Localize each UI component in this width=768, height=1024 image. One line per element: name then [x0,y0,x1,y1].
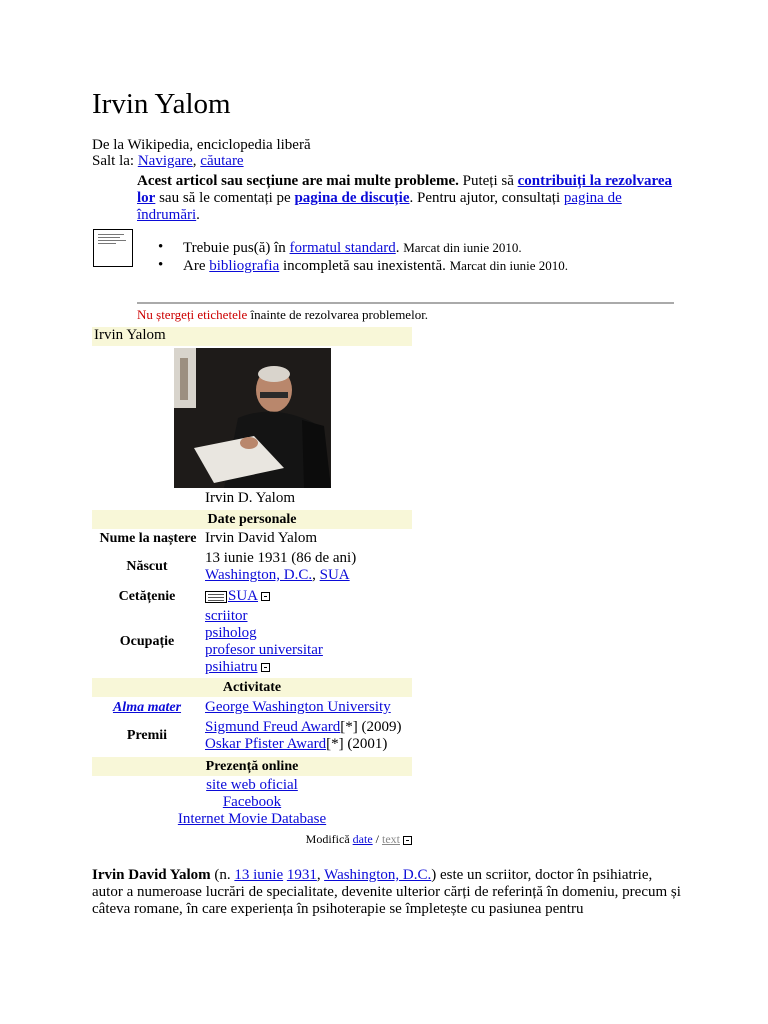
notice-text-2: sau să le comentați pe [155,190,295,206]
birth-date-link[interactable]: 13 iunie [234,867,284,883]
occupation-row [92,608,412,678]
occupation-link[interactable]: scriitor [205,608,248,624]
wikidata-edit-icon[interactable] [261,592,270,601]
awards-row: Premii Sigmund Freud Award[*] (2009) Oskar Pfister Award[*] (2001) [92,719,412,755]
edit-text-link[interactable]: text [382,832,400,846]
occupation-link[interactable]: profesor universitar [205,642,323,658]
bibliography-link[interactable]: bibliografia [209,258,280,274]
keep-tags-red: Nu ștergeți etichetele [137,307,248,322]
edit-prefix: Modifică [305,832,353,846]
wikidata-edit-icon[interactable] [261,663,270,672]
article-intro-paragraph: Irvin David Yalom (n. 13 iunie 1931, Washington, D.C.) este un scriitor, doctor în psihiatrie, autor a numeroase lucrări de specialitate, devenite ulterior cărți de referință în domeniu, precum și câteva romane, în care experiența în psihoterapie se împletește cu pasiunea pentru [92,867,681,917]
issue-item: • Are bibliografia incompletă sau inexistentă. Marcat din iunie 2010. [158,257,568,275]
born-country-link[interactable]: SUA [319,567,350,583]
born-place-link[interactable]: Washington, D.C. [205,567,313,583]
jump-navigation-link[interactable]: Navigare [137,153,193,169]
subject-name: Irvin David Yalom [92,867,211,883]
imdb-link[interactable]: Internet Movie Database [177,811,327,827]
section-activity: Activitate [92,678,412,697]
alma-mater-row [92,699,412,717]
alma-mater-label-link[interactable]: Alma mater [112,700,182,715]
infobox-title: Irvin Yalom [92,327,412,346]
born-row [92,550,412,586]
birth-name-row [92,530,412,548]
born-place: Washington, D.C., SUA [205,567,350,583]
notice-divider [137,302,674,304]
page-subtitle: De la Wikipedia, enciclopedia liberă [92,137,311,153]
standard-format-link[interactable]: formatul standard [289,240,396,256]
award-link[interactable]: Sigmund Freud Award [205,719,341,735]
notice-text-1: Puteți să [458,173,518,189]
birth-place-link[interactable]: Washington, D.C. [324,867,432,883]
occupation-link[interactable]: psihiatru [205,659,258,675]
born-date: 13 iunie 1931 (86 de ani) [205,550,357,566]
jump-search-link[interactable]: căutare [200,153,244,169]
official-site-link[interactable]: site web oficial [206,777,298,793]
birth-name-value: Irvin David Yalom [205,530,318,546]
contribute-link[interactable]: contribuiți la rezolvarea lor [137,173,673,206]
page-title: Irvin Yalom [92,88,231,120]
issues-list [158,239,568,275]
issue-item: • Trebuie pus(ă) în formatul standard. Marcat din iunie 2010. [158,239,568,257]
issue-date: Marcat din iunie 2010. [403,240,522,255]
issues-notice [137,173,677,224]
infobox-edit-line: Modifică date / text [92,832,412,847]
awards-label: Premii [126,728,168,743]
photo-caption: Irvin D. Yalom [205,490,296,506]
portrait-photo [174,348,331,488]
edit-icon[interactable] [403,836,412,845]
birth-name-label: Nume la naștere [99,531,197,546]
citizenship-link[interactable]: SUA [228,588,259,604]
citizenship-row [92,588,412,606]
talk-page-link[interactable]: pagina de discuție [294,190,410,206]
section-online-presence: Prezență online [92,757,412,776]
alma-mater-link[interactable]: George Washington University [205,699,391,715]
keep-tags-note [137,307,428,323]
notice-bold-text: Acest articol sau secțiune are mai multe probleme. [137,173,459,189]
birth-year-link[interactable]: 1931 [286,867,317,883]
notice-text-4: . [196,207,200,223]
citizenship-label: Cetățenie [118,589,176,604]
issues-broken-image-icon [93,229,133,267]
edit-data-link[interactable]: date [352,832,373,846]
help-page-link[interactable]: pagina de îndrumări [137,190,622,223]
flag-icon [205,591,227,603]
jump-separator: , [192,153,201,169]
occupation-link[interactable]: psiholog [205,625,257,641]
section-personal-data: Date personale [92,510,412,529]
jump-links [92,153,244,170]
award-link[interactable]: Oskar Pfister Award [205,736,327,752]
occupation-label: Ocupație [119,634,175,649]
notice-text-3: . Pentru ajutor, consultați [409,190,564,206]
jump-prefix: Salt la: [92,153,138,169]
born-label: Născut [126,559,168,574]
facebook-link[interactable]: Facebook [222,794,282,810]
keep-tags-rest: înainte de rezolvarea problemelor. [247,307,429,322]
issue-date: Marcat din iunie 2010. [449,258,569,273]
citizenship-value [205,588,270,605]
